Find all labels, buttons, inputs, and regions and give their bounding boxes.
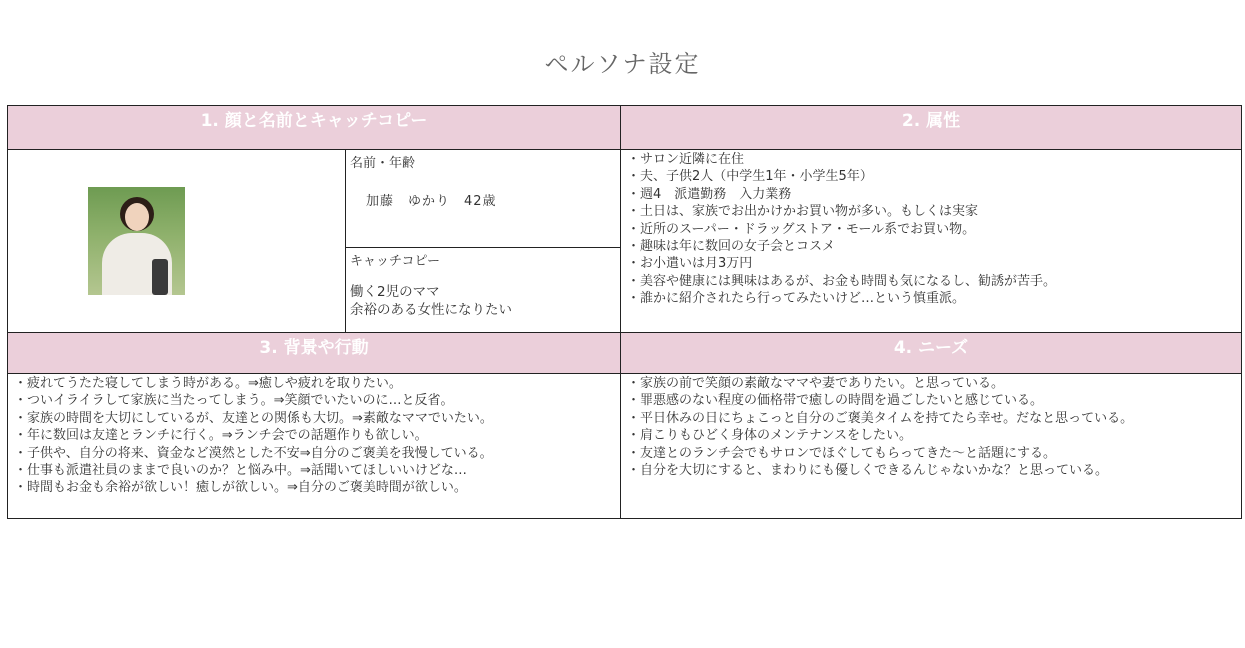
list-item: ・美容や健康には興味はあるが、お金も時間も気になるし、勧誘が苦手。 [627,273,1057,289]
list-item: ・疲れてうたた寝してしまう時がある。⇒癒しや疲れを取りたい。 [14,376,402,391]
section-heading-background: 3. 背景や行動 [8,333,621,374]
persona-table [7,105,1242,519]
page-title: ペルソナ設定 [544,50,701,78]
list-item: ・土日は、家族でお出かけかお買い物が多い。もしくは実家 [627,204,979,220]
catchcopy-cell [346,248,621,333]
needs-cell [621,374,1242,519]
list-item: ・週4 派遣勤務 入力業務 [627,186,792,202]
attributes-list [621,150,1241,308]
photo-cell [8,150,346,333]
list-item: ・サロン近隣に在住 [627,152,745,167]
persona-photo [88,187,185,295]
list-item: ・罪悪感のない程度の価格帯で癒しの時間を過ごしたいと感じている。 [627,393,1044,409]
list-item: ・近所のスーパー・ドラッグストア・モール系でお買い物。 [627,221,976,237]
section-heading-attributes: 2. 属性 [621,106,1242,150]
attributes-cell [621,150,1242,333]
catchcopy-line: 余裕のある女性になりたい [350,302,512,318]
section-heading-needs: 4. ニーズ [621,333,1242,374]
catchcopy-label: キャッチコピー [350,254,440,269]
list-item: ・家族の前で笑顔の素敵なママや妻でありたい。と思っている。 [627,376,1005,391]
name-age-value: 加藤 ゆかり 42歳 [366,194,497,209]
name-age-cell [346,150,621,248]
background-list [8,374,620,497]
list-item: ・誰かに紹介されたら行ってみたいけど…という慎重派。 [627,291,966,307]
list-item: ・家族の時間を大切にしているが、友達との関係も大切。⇒素敵なママでいたい。 [14,410,493,426]
list-item: ・平日休みの日にちょこっと自分のご褒美タイムを持てたら幸せ。だなと思っている。 [627,410,1134,426]
list-item: ・ついイライラして家族に当たってしまう。⇒笑顔でいたいのに…と反省。 [14,393,454,409]
name-age-label: 名前・年齢 [350,156,416,171]
list-item: ・時間もお金も余裕が欲しい！癒しが欲しい。⇒自分のご褒美時間が欲しい。 [14,480,467,496]
list-item: ・子供や、自分の将来、資金など漠然とした不安⇒自分のご褒美を我慢している。 [14,445,493,461]
list-item: ・趣味は年に数回の女子会とコスメ [627,239,836,255]
list-item: ・自分を大切にすると、まわりにも優しくできるんじゃないかな？と思っている。 [627,463,1109,479]
catchcopy-text [346,269,620,319]
list-item: ・肩こりもひどく身体のメンテナンスをしたい。 [627,428,912,444]
list-item: ・年に数回は友達とランチに行く。⇒ランチ会での話題作りも欲しい。 [14,428,428,444]
list-item: ・お小遣いは月3万円 [627,256,753,272]
list-item: ・夫、子供2人（中学生1年・小学生5年） [627,169,873,185]
catchcopy-line: 働く2児のママ [350,284,440,300]
section-heading-face-name-catch: 1. 顔と名前とキャッチコピー [8,106,621,150]
needs-list [621,374,1241,479]
list-item: ・仕事も派遣社員のままで良いのか？と悩み中。⇒話聞いてほしいいけどな… [14,463,467,479]
list-item: ・友達とのランチ会でもサロンでほぐしてもらってきた～と話題にする。 [627,445,1057,461]
background-cell [8,374,621,519]
